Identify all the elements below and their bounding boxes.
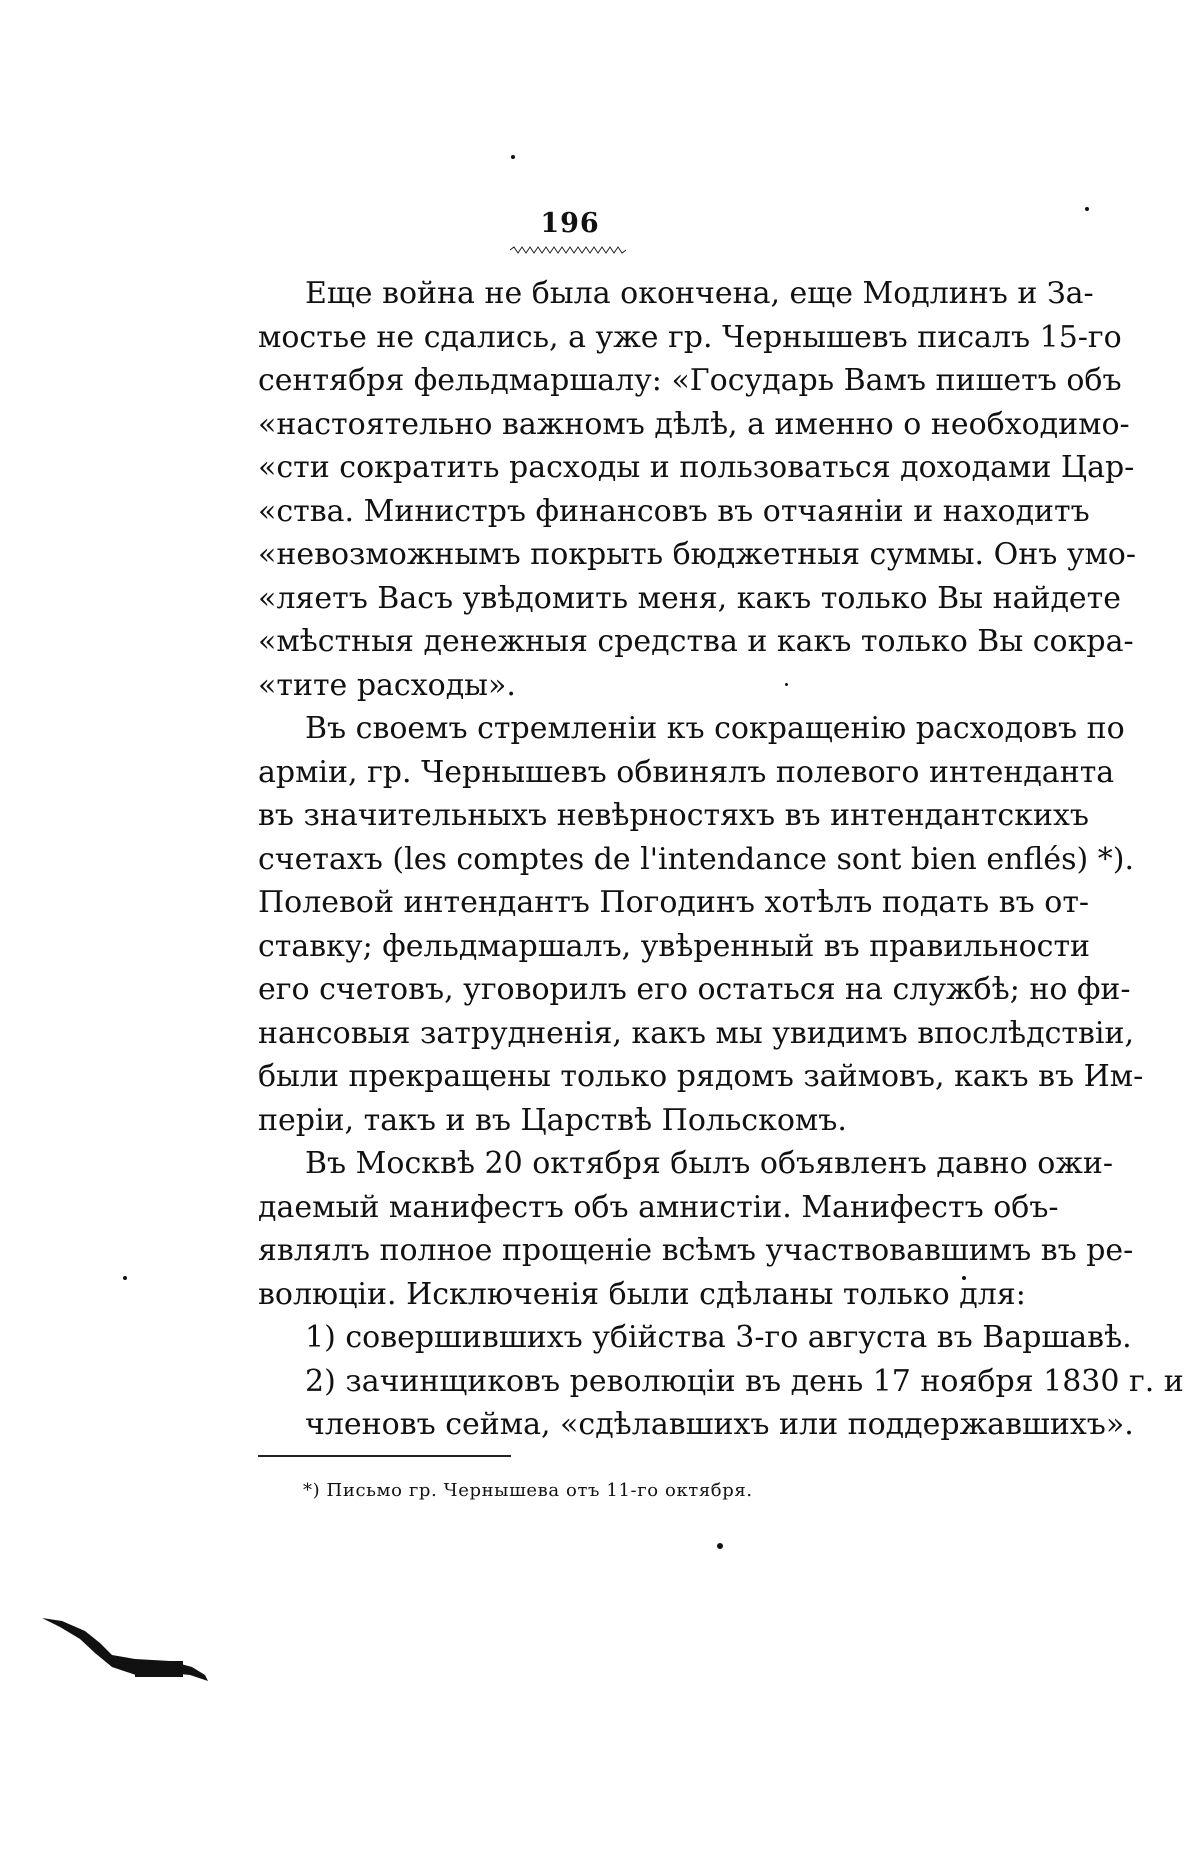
text-line: «сти сократить расходы и пользоваться доходами Цар- — [258, 450, 1135, 485]
text-line: «настоятельно важномъ дѣлѣ, а именно о необходимо- — [258, 406, 1130, 442]
scan-speck — [123, 1276, 127, 1280]
footnote-rule — [258, 1455, 511, 1457]
text-line: въ значительныхъ невѣрностяхъ въ интендантскихъ — [258, 798, 1089, 833]
text-line: нансовыя затрудненія, какъ мы увидимъ впослѣдствіи, — [258, 1015, 1134, 1051]
text-line: являлъ полное прощеніе всѣмъ участвовавшимъ въ ре- — [258, 1233, 1134, 1268]
text-line: мостье не сдались, а уже гр. Чернышевъ писалъ 15-го — [258, 319, 1122, 355]
text-line: 2) зачинщиковъ революціи въ день 17 ноября 1830 г. и — [305, 1363, 1184, 1399]
text-line: его счетовъ, уговорилъ его остаться на службѣ; но фи- — [258, 972, 1131, 1007]
main-text — [258, 272, 1184, 1447]
text-line: Въ своемъ стремленіи къ сокращенію расходовъ по — [305, 711, 1125, 746]
scan-speck — [717, 1543, 723, 1549]
page-number-wavy-rule — [510, 246, 630, 254]
text-line: «тите расходы». — [258, 667, 516, 703]
text-line: «мѣстныя денежныя средства и какъ только Вы сокра- — [258, 624, 1134, 659]
text-line: Полевой интендантъ Погодинъ хотѣлъ подать въ от- — [258, 885, 1090, 920]
scan-speck — [511, 155, 515, 159]
text-line: членовъ сейма, «сдѣлавшихъ или поддержавшихъ». — [305, 1407, 1134, 1442]
text-line: Въ Москвѣ 20 октября былъ объявленъ давно ожи- — [305, 1146, 1113, 1181]
text-line: 1) совершившихъ убійства 3-го августа въ Варшавѣ. — [305, 1320, 1132, 1355]
text-line: «невозможнымъ покрыть бюджетныя суммы. Онъ умо- — [258, 537, 1136, 572]
scan-artifact-mark — [40, 1615, 210, 1690]
text-line: «ляетъ Васъ увѣдомить меня, какъ только Вы найдете — [258, 580, 1122, 616]
text-line: Еще война не была окончена, еще Модлинъ и За- — [305, 276, 1094, 311]
text-line: волюціи. Исключенія были сдѣланы только для: — [258, 1276, 1026, 1312]
page-number: 196 — [540, 208, 600, 239]
text-line: сентября фельдмаршалу: «Государь Вамъ пишетъ объ — [258, 363, 1122, 398]
text-line: ставку; фельдмаршалъ, увѣренный въ правильности — [258, 928, 1091, 964]
footnote: *) Письмо гр. Чернышева отъ 11-го октября. — [303, 1480, 753, 1501]
text-line: періи, такъ и въ Царствѣ Польскомъ. — [258, 1102, 847, 1138]
text-line: были прекращены только рядомъ займовъ, какъ въ Им- — [258, 1059, 1144, 1094]
text-line: арміи, гр. Чернышевъ обвинялъ полевого интенданта — [258, 754, 1115, 790]
text-line: «ства. Министръ финансовъ въ отчаяніи и находитъ — [258, 493, 1090, 529]
text-line: счетахъ (les comptes de l'intendance sont bien enflés) *). — [258, 841, 1135, 877]
text-line: даемый манифестъ объ амнистіи. Манифестъ объ- — [258, 1189, 1059, 1225]
